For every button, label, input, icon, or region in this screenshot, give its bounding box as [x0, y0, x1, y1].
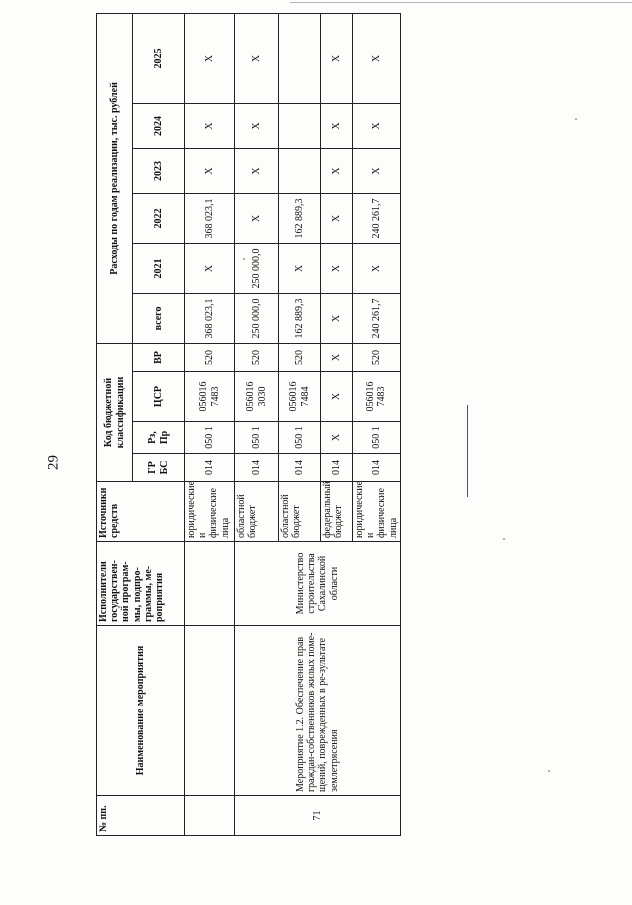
- cell-total: 368 023,1: [185, 293, 235, 343]
- table-rotator: [96, 48, 399, 836]
- cell-2025: X: [321, 13, 353, 103]
- cell-2022: 368 023,1: [185, 193, 235, 243]
- cell-vr: 520: [235, 343, 279, 371]
- header-name: Наименование мероприятия: [97, 626, 185, 796]
- cell-2021: 250 000,0: [235, 243, 279, 293]
- cell-grbs: 014: [185, 454, 235, 482]
- cell-2023: [279, 148, 321, 193]
- cell-csr: X: [321, 372, 353, 422]
- header-grbs: ГР БС: [133, 454, 185, 482]
- scan-speck: [575, 118, 577, 120]
- cell-empty: [185, 542, 235, 626]
- cell-csr: 056016 3030: [235, 372, 279, 422]
- page-top-rule: [290, 2, 632, 3]
- cell-empty: [185, 626, 235, 796]
- cell-2023: X: [353, 148, 401, 193]
- cell-source: юридические и физические лица: [353, 482, 401, 542]
- cell-total: X: [321, 293, 353, 343]
- cell-2023: X: [185, 148, 235, 193]
- header-executors: Исполнители государствен-ной програм-мы, подпро-граммы, ме-роприятия: [97, 542, 185, 626]
- cell-2023: X: [321, 148, 353, 193]
- cell-2024: X: [321, 103, 353, 148]
- cell-num: 71: [235, 796, 401, 836]
- cell-2022: X: [321, 193, 353, 243]
- header-sources: Источники средств: [97, 482, 185, 542]
- scan-speck: [503, 538, 505, 540]
- cell-2025: X: [353, 13, 401, 103]
- cell-2024: X: [353, 103, 401, 148]
- header-2022: 2022: [133, 193, 185, 243]
- table-row: [235, 13, 279, 835]
- cell-2022: 240 261,7: [353, 193, 401, 243]
- cell-grbs: 014: [279, 454, 321, 482]
- cell-vr: X: [321, 343, 353, 371]
- cell-2024: X: [235, 103, 279, 148]
- cell-grbs: 014: [321, 454, 353, 482]
- header-csr: ЦСР: [133, 372, 185, 422]
- expenses-table: [96, 13, 401, 836]
- cell-source: областной бюджет: [279, 482, 321, 542]
- table-row: [185, 13, 235, 835]
- cell-csr: 056016 7484: [279, 372, 321, 422]
- header-expenses-group: Расходы по годам реализации, тыс. рублей: [97, 13, 133, 343]
- cell-source: областной бюджет: [235, 482, 279, 542]
- cell-rzpr: 050 1: [279, 422, 321, 454]
- header-row-1: [97, 13, 133, 835]
- cell-2025: X: [235, 13, 279, 103]
- header-2021: 2021: [133, 243, 185, 293]
- cell-2021: X: [321, 243, 353, 293]
- header-total: всего: [133, 293, 185, 343]
- cell-total: 240 261,7: [353, 293, 401, 343]
- header-num: № пп.: [97, 796, 185, 836]
- cell-2025: X: [185, 13, 235, 103]
- cell-rzpr: X: [321, 422, 353, 454]
- margin-line: [467, 405, 468, 497]
- header-rzpr: Рз, Пр: [133, 422, 185, 454]
- cell-name: Мероприятие 1.2. Обеспечение прав граждан-собственников жилых поме-щений, поврежденных в ре-зультате землетрясения: [235, 626, 401, 796]
- cell-rzpr: 050 1: [235, 422, 279, 454]
- cell-source: юридические и физические лица: [185, 482, 235, 542]
- cell-2023: X: [235, 148, 279, 193]
- cell-source: федеральный бюджет: [321, 482, 353, 542]
- cell-total: 162 889,3: [279, 293, 321, 343]
- rotated-table-container: [96, 48, 399, 836]
- cell-2024: X: [185, 103, 235, 148]
- scan-speck: [548, 770, 550, 772]
- cell-2021: X: [353, 243, 401, 293]
- cell-2021: X: [279, 243, 321, 293]
- cell-csr: 056016 7483: [185, 372, 235, 422]
- cell-2022: 162 889,3: [279, 193, 321, 243]
- header-vr: ВР: [133, 343, 185, 371]
- cell-total: 250 000,0: [235, 293, 279, 343]
- cell-empty: [185, 796, 235, 836]
- cell-grbs: 014: [353, 454, 401, 482]
- header-2024: 2024: [133, 103, 185, 148]
- cell-2021: X: [185, 243, 235, 293]
- cell-vr: 520: [353, 343, 401, 371]
- cell-csr: 056016 7483: [353, 372, 401, 422]
- header-2023: 2023: [133, 148, 185, 193]
- header-code-group: Код бюджетной классификации: [97, 343, 133, 481]
- cell-grbs: 014: [235, 454, 279, 482]
- cell-vr: 520: [279, 343, 321, 371]
- cell-executor: Министерство строительства Сахалинской области: [235, 542, 401, 626]
- page-number: 29: [45, 455, 62, 470]
- cell-2025: [279, 13, 321, 103]
- cell-rzpr: 050 1: [353, 422, 401, 454]
- cell-rzpr: 050 1: [185, 422, 235, 454]
- cell-vr: 520: [185, 343, 235, 371]
- cell-2024: [279, 103, 321, 148]
- cell-2022: X: [235, 193, 279, 243]
- header-2025: 2025: [133, 13, 185, 103]
